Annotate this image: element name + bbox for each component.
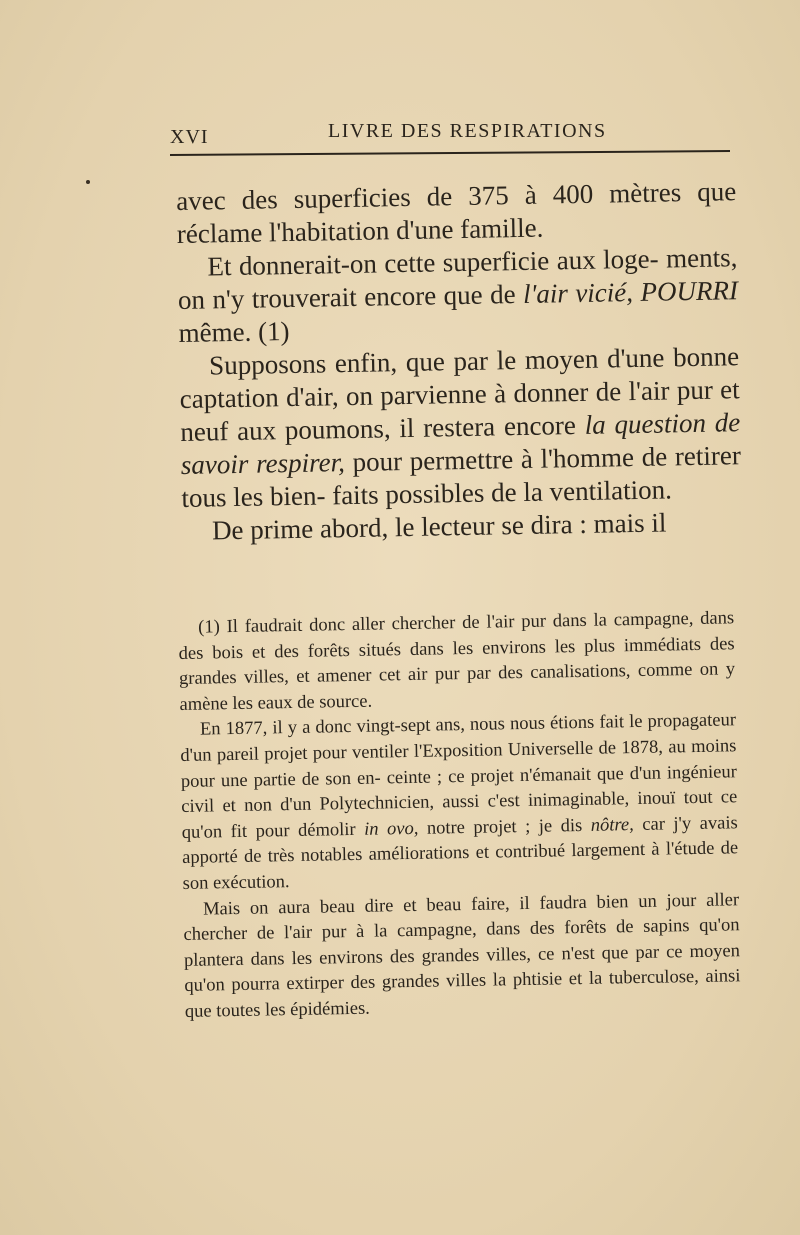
- italic-run: l'air vicié, POURRI: [522, 275, 739, 309]
- running-title: LIVRE DES RESPIRATIONS: [328, 120, 607, 142]
- text-run: pour permettre à l'homme de retirer tous les bien- faits possibles de la ventilation.: [181, 440, 742, 513]
- text-run: notre projet ; je dis: [418, 815, 591, 839]
- body-text: [176, 175, 742, 548]
- page-number: XVI: [170, 126, 209, 148]
- footnote-paragraph: [183, 888, 741, 1026]
- text-run: En 1877, il y a donc vingt-sept ans, nous nous étions fait le propagateur d'un pareil projet pour ventiler l'Exposition Universelle de 1878, au moins pour une partie de son en- ceinte ; ce projet n'émanait que d'un ingénieur civil et non d'un Polytechnicien, aussi c'est inimaginable, inouï tout ce qu'on fit pour démolir: [180, 710, 738, 843]
- italic-run: nôtre,: [590, 814, 634, 836]
- footnote-paragraph: [180, 709, 739, 898]
- footnote-paragraph: [178, 606, 736, 718]
- text-run: (1) Il faudrait donc aller chercher de l'air pur dans la campagne, dans des bois et des forêts situés dans les environs les plus immédiats des grandes villes, et amener cet air pur par des canalisations, comme on y amène les eaux de source.: [178, 608, 736, 715]
- text-run: car j'y avais apporté de très notables améliorations et contribué largement à l'étude de son exécution.: [182, 813, 739, 894]
- paragraph: [176, 175, 737, 251]
- text-run: Et donnerait-on cette superficie aux loge- ments, on n'y trouverait encore que de: [177, 242, 738, 315]
- text-run: De prime abord, le lecteur se dira : mais il: [211, 507, 667, 546]
- page-header: [170, 118, 730, 158]
- footnote: [178, 606, 741, 1025]
- italic-run: in ovo,: [363, 818, 419, 840]
- paragraph: [179, 340, 742, 515]
- text-run: Mais on aura beau dire et beau faire, il faudra bien un jour aller chercher de l'air pur à la campagne, dans des forêts de sapins qu'on plantera dans les environs des grandes villes, ce n'est que par ce moyen qu'on pourra extirper des grandes villes la phtisie et la tuberculose, ainsi que toutes les épidémies.: [183, 889, 741, 1022]
- italic-run: la question de savoir respirer,: [180, 407, 741, 480]
- text-run: Supposons enfin, que par le moyen d'une bonne captation d'air, on parvienne à donner de l'air pur et neuf aux poumons, il restera encore: [179, 341, 740, 447]
- paragraph: [177, 241, 739, 350]
- text-run: avec des superficies de 375 à 400 mètres que réclame l'habitation d'une famille.: [176, 176, 737, 249]
- header-rule: [170, 150, 730, 156]
- text-run: même. (1): [178, 316, 290, 348]
- ink-speck: [86, 180, 90, 184]
